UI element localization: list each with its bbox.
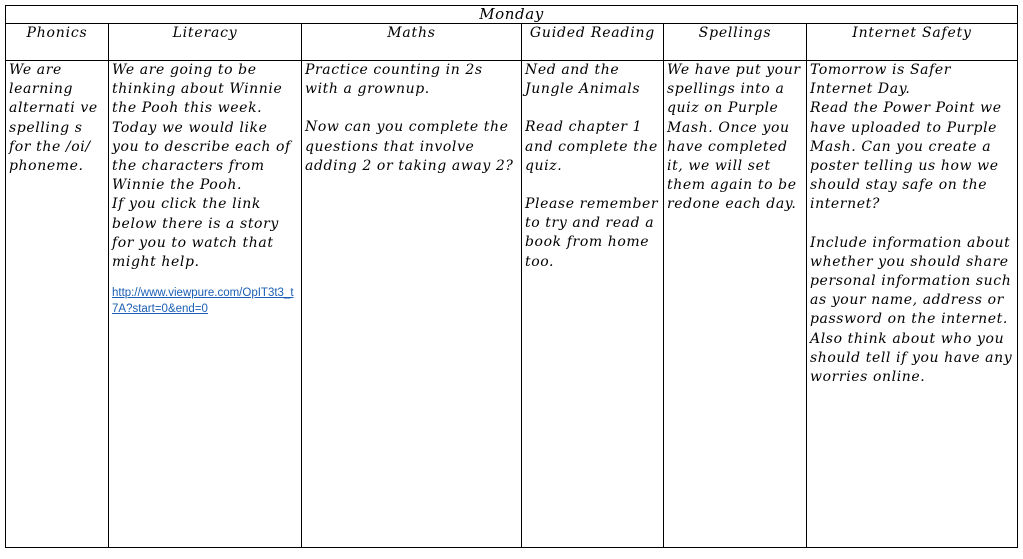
story-video-link[interactable]: http://www.viewpure.com/OpIT3t3_t7A?start=0&end=0 bbox=[112, 287, 294, 316]
literacy-cell bbox=[109, 61, 302, 548]
monday-timetable bbox=[5, 5, 1018, 548]
internet-safety-text-2: Include information about whether you should share personal information such as your name, address or password on the internet. Also think about who you should tell if you have any worries online. bbox=[810, 234, 1013, 386]
literacy-text: We are going to be thinking about Winnie the Pooh this week. Today we would like you to describe each of the characters from Winnie the Pooh. If you click the link below there is a story for you to watch that might help. bbox=[112, 62, 291, 271]
header-maths: Maths bbox=[302, 24, 522, 61]
header-guided-reading: Guided Reading bbox=[522, 24, 664, 61]
guided-reading-task: Read chapter 1 and complete the quiz. bbox=[525, 119, 658, 174]
header-phonics: Phonics bbox=[6, 24, 109, 61]
header-literacy: Literacy bbox=[109, 24, 302, 61]
day-title: Monday bbox=[6, 6, 1018, 24]
phonics-cell bbox=[6, 61, 109, 548]
guided-reading-reminder: Please remember to try and read a book from home too. bbox=[525, 196, 659, 270]
guided-reading-book-title: Ned and the Jungle Animals bbox=[525, 62, 641, 98]
internet-safety-cell bbox=[807, 61, 1018, 548]
spellings-cell bbox=[664, 61, 807, 548]
spellings-text: We have put your spellings into a quiz on Purple Mash. Once you have completed it, we will set them again to be redone each day. bbox=[667, 62, 801, 213]
guided-reading-cell bbox=[522, 61, 664, 548]
maths-text-1: Practice counting in 2s with a grownup. bbox=[305, 62, 483, 98]
phonics-text: We are learning alternati ve spelling s for the /oi/ phoneme. bbox=[9, 62, 98, 175]
internet-safety-text-1: Tomorrow is Safer Internet Day. Read the Power Point we have uploaded to Purple Mash. Can you create a poster telling us how we should stay safe on the internet? bbox=[810, 62, 1002, 213]
header-spellings: Spellings bbox=[664, 24, 807, 61]
maths-cell bbox=[302, 61, 522, 548]
header-internet-safety: Internet Safety bbox=[807, 24, 1018, 61]
maths-text-2: Now can you complete the questions that involve adding 2 or taking away 2? bbox=[305, 119, 514, 174]
